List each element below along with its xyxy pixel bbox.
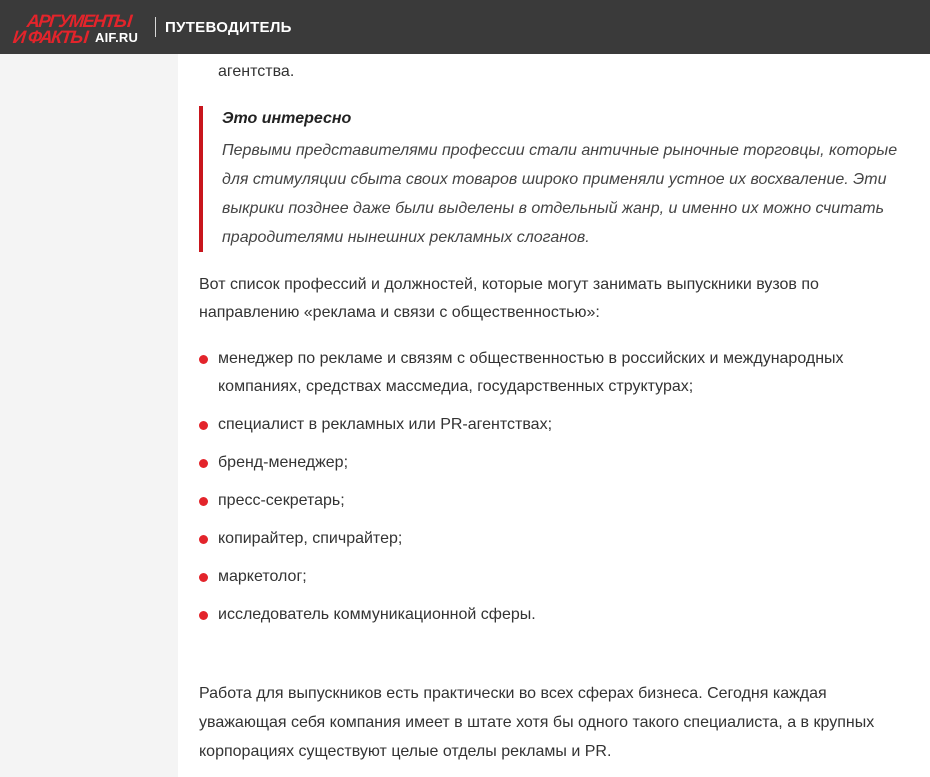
bullet-dot-icon — [199, 611, 208, 620]
interesting-fact-quote — [199, 106, 899, 252]
list-item-text: исследователь коммуникационной сферы. — [218, 606, 536, 623]
list-item-text: специалист в рекламных или PR-агентствах; — [218, 416, 553, 433]
list-item — [199, 525, 899, 553]
list-item — [199, 601, 899, 629]
continued-text: агентства. — [218, 63, 295, 80]
professions-list — [199, 345, 899, 639]
quote-title: Это интересно — [222, 110, 352, 127]
quote-text: Первыми представителями профессии стали античные рыночные торговцы, которые для стимуляции сбыта своих товаров широко применяли устное их восхваление. Эти выкрики позднее даже были выделены в отдельный жанр, и именно их можно считать прародителями нынешних рекламных слоганов. — [222, 142, 898, 246]
bullet-dot-icon — [199, 497, 208, 506]
list-intro-paragraph: Вот список профессий и должностей, которые могут занимать выпускники вузов по направлению «реклама и связи с общественностью»: — [199, 276, 819, 321]
left-sidebar-gutter — [0, 54, 178, 777]
list-item-text: маркетолог; — [218, 568, 307, 585]
logo-site-name: AIF.RU — [95, 30, 139, 45]
bullet-dot-icon — [199, 355, 208, 364]
logo-line-1: АРГУМЕНТЫ — [25, 11, 132, 31]
section-link[interactable]: ПУТЕВОДИТЕЛЬ — [165, 18, 292, 36]
list-item — [199, 449, 899, 477]
bullet-dot-icon — [199, 535, 208, 544]
list-item-text: копирайтер, спичрайтер; — [218, 530, 403, 547]
closing-paragraph: Работа для выпускников есть практически во всех сферах бизнеса. Сегодня каждая уважающая себя компания имеет в штате хотя бы одного такого специалиста, а в крупных корпорациях существуют целые отделы рекламы и PR. — [199, 685, 875, 760]
site-header — [0, 0, 930, 54]
list-item — [199, 345, 899, 401]
list-item-text: менеджер по рекламе и связям с общественностью в российских и международных компаниях, средствах массмедиа, государственных структурах; — [218, 350, 844, 395]
list-item-text: пресс-секретарь; — [218, 492, 345, 509]
list-item — [199, 487, 899, 515]
list-item — [199, 411, 899, 439]
article-body — [178, 54, 930, 777]
bullet-dot-icon — [199, 421, 208, 430]
list-item-text: бренд-менеджер; — [218, 454, 349, 471]
site-logo[interactable] — [13, 9, 149, 45]
bullet-dot-icon — [199, 459, 208, 468]
bullet-dot-icon — [199, 573, 208, 582]
list-item — [199, 563, 899, 591]
logo-line-2: И ФАКТЫ — [11, 27, 89, 47]
header-divider — [155, 17, 156, 37]
